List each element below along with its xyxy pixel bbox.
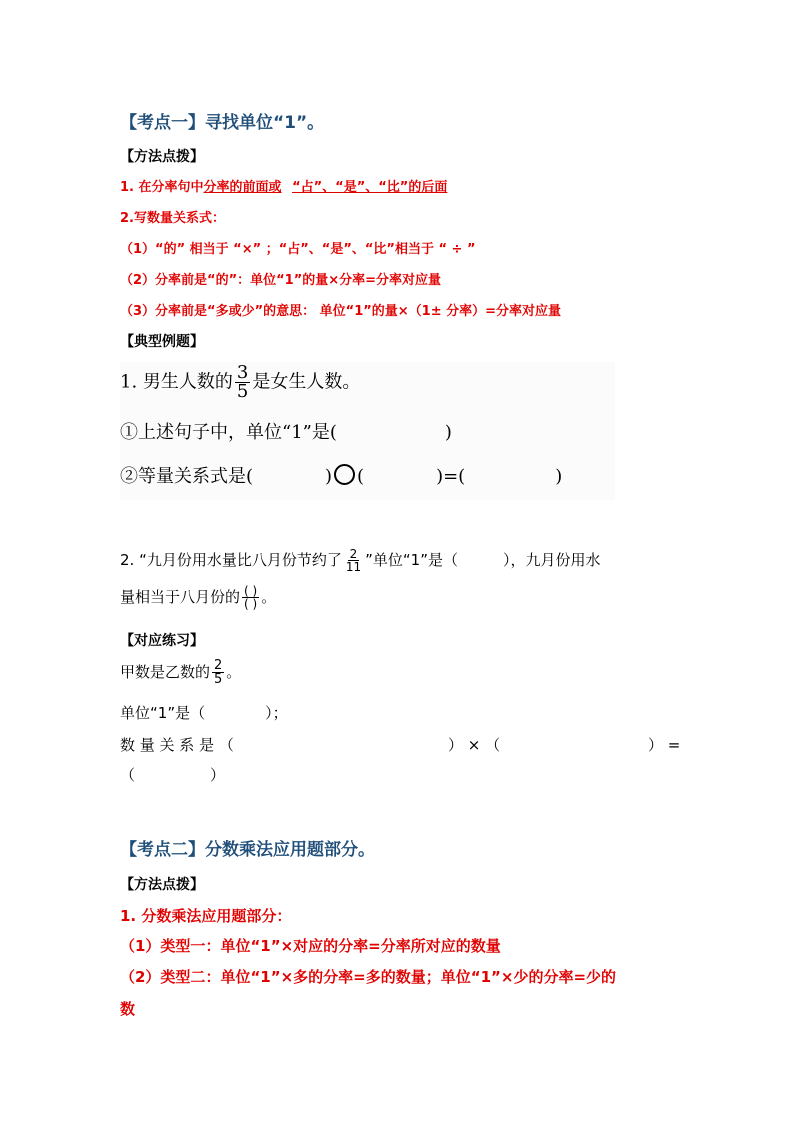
example-2-line-2 — [120, 585, 276, 610]
example-1-q2-text-a: ②等量关系式是( ) — [120, 466, 333, 487]
example-2-fraction-denominator: 11 — [345, 560, 362, 574]
example-2-blank-fraction — [242, 585, 259, 610]
example-2-text-b: ”单位“1”是（ ），九月份用水 — [365, 551, 601, 569]
section1-title: 【考点一】寻找单位“1”。 — [120, 113, 325, 133]
example-2-blank-numerator: ( ) — [244, 584, 258, 598]
method-item-1-b: 分率的前面或 — [203, 180, 282, 195]
example-1-q2-text-b: ( )=( ) — [357, 466, 563, 487]
example-2-fraction — [344, 548, 363, 573]
section1-method-title: 【方法点拨】 — [120, 149, 204, 165]
practice-line-3-c: ） = — [648, 736, 681, 754]
method-item-1-prefix: 1. — [120, 180, 134, 195]
example-title: 【典型例题】 — [120, 334, 204, 350]
method-item-2: 2.写数量关系式： — [120, 211, 225, 226]
example-2-blank-denominator: ( ) — [244, 597, 258, 611]
method-item-3: （1）“的” 相当于 “×” ；“占”、“是”、“比”相当于 “ ÷ ” — [120, 242, 476, 257]
example-1-fraction-denominator: 5 — [236, 381, 249, 402]
section2-item-2: （1）类型一：单位“1”×对应的分率=分率所对应的数量 — [120, 937, 501, 955]
example-1-fraction — [235, 364, 250, 401]
practice-line-4: （ ） — [120, 766, 226, 784]
example-1-text-a: 1. 男生人数的 — [120, 371, 233, 393]
section2-item-1: 1. 分数乘法应用题部分： — [120, 907, 292, 925]
section2-item-3: （2）类型二：单位“1”×多的分率=多的数量；单位“1”×少的分率=少的 — [120, 968, 617, 986]
example-1-question-1: ①上述句子中，单位“1”是( ) — [120, 422, 452, 443]
section2-method-title: 【方法点拨】 — [120, 877, 204, 893]
example-1-image — [120, 362, 615, 500]
example-2-text-d: 。 — [261, 588, 277, 606]
practice-line-3-a: 数 量 关 系 是 （ — [120, 736, 234, 754]
method-item-5: （3）分率前是“多或少”的意思： 单位“1”的量×（1± 分率）=分率对应量 — [120, 304, 562, 319]
practice-line-1 — [120, 659, 241, 686]
example-1-text-b: 是女生人数。 — [252, 371, 361, 393]
practice-line-2: 单位“1”是（ ）； — [120, 704, 288, 722]
example-1-question-2 — [120, 462, 562, 488]
example-1-fraction-numerator: 3 — [236, 362, 249, 383]
example-2-text-a: 2. “九月份用水量比八月份节约了 — [120, 551, 342, 569]
example-1-statement — [120, 364, 360, 401]
practice-fraction — [212, 659, 224, 686]
practice-fraction-denominator: 5 — [214, 672, 223, 687]
practice-text-a: 甲数是乙数的 — [120, 663, 211, 681]
practice-title: 【对应练习】 — [120, 633, 204, 649]
example-2-text-c: 量相当于八月份的 — [120, 588, 241, 606]
example-2-fraction-numerator: 2 — [349, 547, 358, 561]
method-item-1-c: “占”、“是”、“比”的后面 — [292, 180, 448, 195]
method-item-4: （2）分率前是“的”：单位“1”的量×分率=分率对应量 — [120, 273, 442, 288]
method-item-1 — [120, 176, 447, 195]
practice-line-3-b: ） × （ — [448, 736, 501, 754]
method-item-1-a: 在分率句中 — [138, 180, 204, 195]
practice-text-b: 。 — [226, 663, 242, 681]
example-2-line-1 — [120, 548, 601, 573]
section2-title: 【考点二】分数乘法应用题部分。 — [120, 840, 375, 860]
section2-item-4: 数 — [120, 1000, 136, 1018]
operator-circle — [334, 464, 355, 485]
practice-fraction-numerator: 2 — [214, 658, 223, 673]
